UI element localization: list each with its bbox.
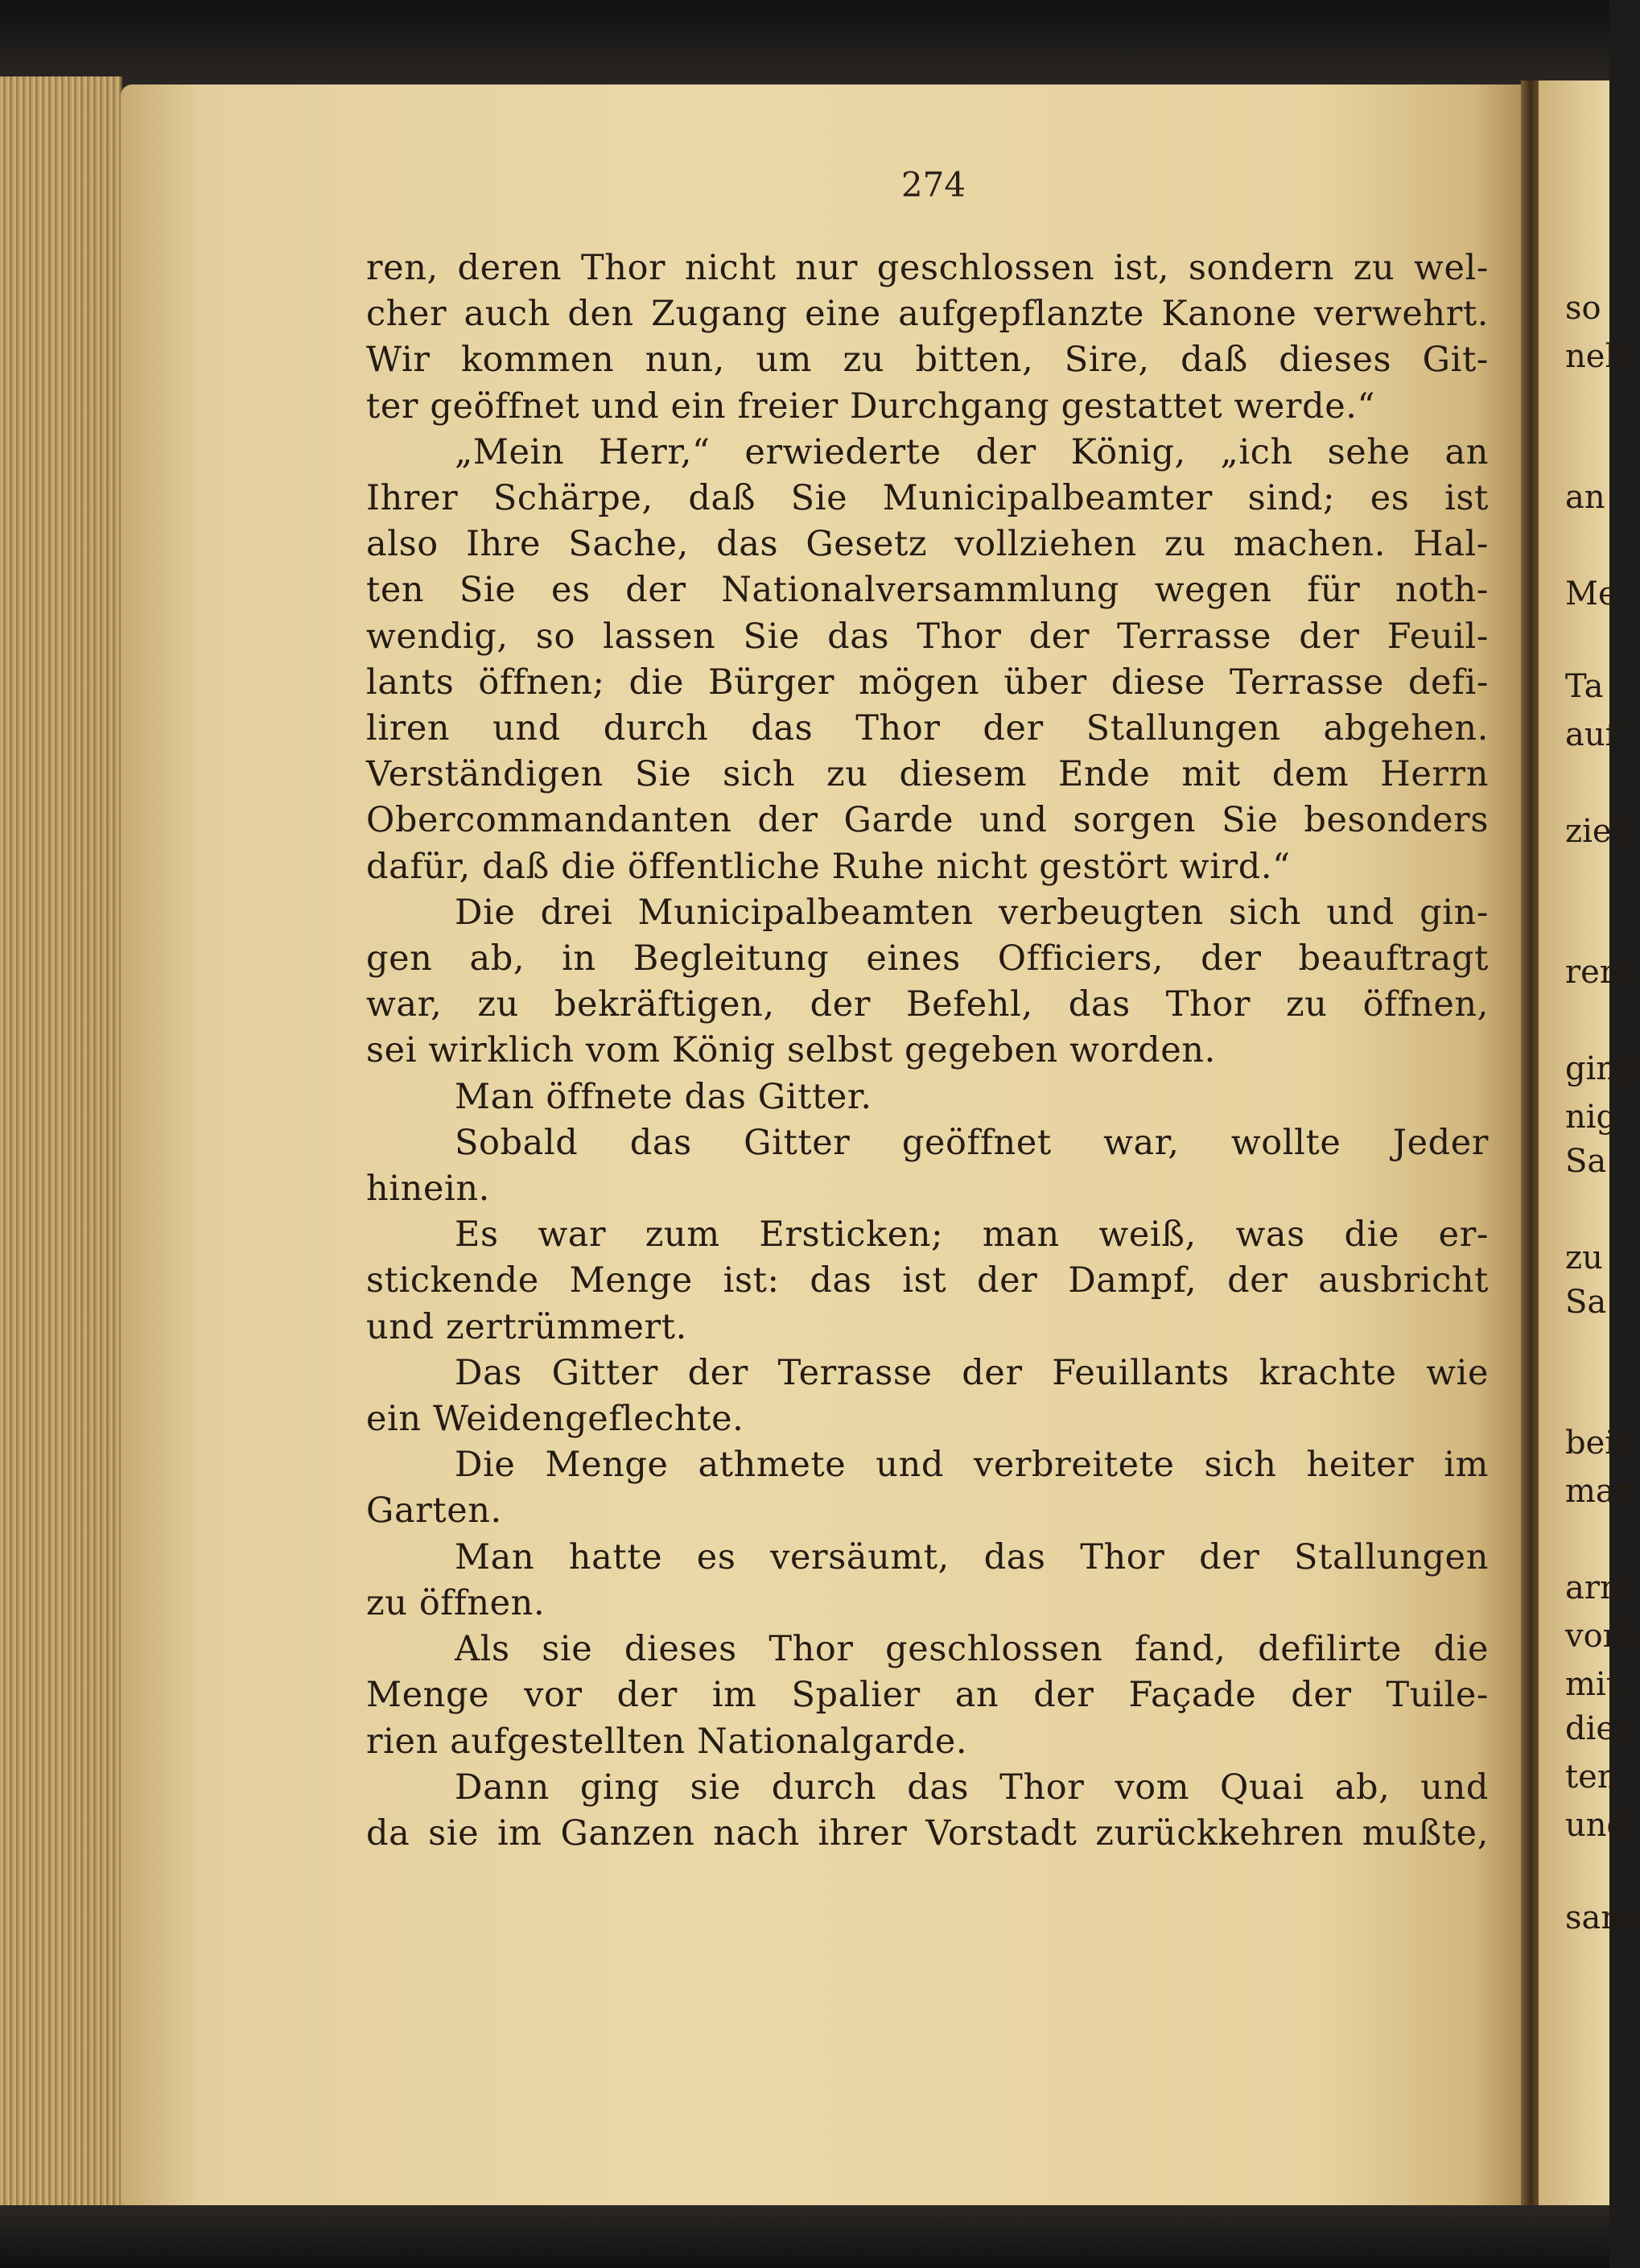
text-line: also Ihre Sache, das Gesetz vollziehen zu machen. Hal- — [366, 524, 1489, 565]
next-page-fragment: rern — [1565, 954, 1636, 991]
next-page-fragment: zu — [1565, 1239, 1603, 1276]
text-line: Das Gitter der Terrasse der Feuillants krachte wie — [455, 1352, 1489, 1393]
page-number: 274 — [900, 165, 966, 204]
next-page-fragment: beit — [1565, 1425, 1629, 1462]
text-line: lants öffnen; die Bürger mögen über diese Terrasse defi- — [366, 662, 1489, 703]
text-line: „Mein Herr,“ erwiederte der König, „ich sehe an — [455, 431, 1489, 472]
text-line: war, zu bekräftigen, der Befehl, das Thor zu öffnen, — [366, 984, 1489, 1025]
next-page-fragment: auf — [1565, 716, 1617, 753]
next-page-fragment: nig — [1565, 1099, 1617, 1136]
next-page-fragment: Ta — [1565, 668, 1604, 705]
next-page-fragment: neh — [1565, 338, 1626, 375]
book-gutter — [1521, 80, 1540, 2213]
next-page-fragment: Sa — [1565, 1284, 1607, 1321]
next-page-fragment: ging — [1565, 1050, 1638, 1087]
scanner-background-top — [0, 0, 1609, 89]
text-line: liren und durch das Thor der Stallungen abgehen. — [366, 708, 1489, 749]
next-page-fragment: vorb — [1565, 1618, 1639, 1655]
text-line: dafür, daß die öffentliche Ruhe nicht gestört wird.“ — [366, 846, 1291, 887]
text-line: ten Sie es der Nationalversammlung wegen für noth- — [366, 570, 1489, 611]
next-page-fragment: an — [1565, 479, 1605, 516]
page-text — [366, 245, 1489, 1857]
next-page-fragment: so — [1565, 290, 1601, 327]
next-page-fragment: arm — [1565, 1569, 1630, 1606]
text-line: Die drei Municipalbeamten verbeugten sich und gin- — [455, 892, 1489, 933]
text-line: Ihrer Schärpe, daß Sie Municipalbeamter sind; es ist — [366, 478, 1489, 519]
text-line: hinein. — [366, 1169, 490, 1210]
text-line: gen ab, in Begleitung eines Officiers, der beauftragt — [366, 938, 1489, 979]
text-line: zu öffnen. — [366, 1582, 546, 1623]
text-line: Es war zum Ersticken; man weiß, was die er- — [455, 1214, 1489, 1256]
text-line: Als sie dieses Thor geschlossen fand, defilirte die — [455, 1629, 1489, 1670]
text-line: Man öffnete das Gitter. — [455, 1076, 872, 1117]
text-line: wendig, so lassen Sie das Thor der Terrasse der Feuil- — [366, 616, 1489, 657]
text-line: stickende Menge ist: das ist der Dampf, der ausbricht — [366, 1260, 1489, 1301]
text-line: cher auch den Zugang eine aufgepflanzte Kanone verwehrt. — [366, 294, 1489, 335]
next-page-fragment: mit — [1565, 1666, 1619, 1703]
text-line: Verständigen Sie sich zu diesem Ende mit dem Herrn — [366, 754, 1489, 795]
page-edges — [0, 76, 122, 2217]
text-line: ren, deren Thor nicht nur geschlossen ist, sondern zu wel- — [366, 248, 1489, 288]
text-line: rien aufgestellten Nationalgarde. — [366, 1721, 968, 1762]
next-page-fragment: ten — [1565, 1759, 1618, 1796]
next-page-fragment: Me — [1565, 575, 1617, 612]
text-line: Sobald das Gitter geöffnet war, wollte Jeder — [455, 1122, 1489, 1163]
scanner-background-bottom — [0, 2205, 1609, 2268]
text-line: Menge vor der im Spalier an der Façade der Tuile- — [366, 1675, 1489, 1716]
text-line: da sie im Ganzen nach ihrer Vorstadt zurückkehren mußte, — [366, 1812, 1489, 1854]
next-page-fragment: und — [1565, 1807, 1628, 1844]
text-line: Dann ging sie durch das Thor vom Quai ab, und — [455, 1767, 1489, 1808]
text-line: ein Weidengeflechte. — [366, 1399, 744, 1440]
next-page-fragment: Sa — [1565, 1143, 1607, 1180]
text-line: und zertrümmert. — [366, 1306, 687, 1347]
text-line: Wir kommen nun, um zu bitten, Sire, daß dieses Git- — [366, 340, 1489, 381]
text-line: ter geöffnet und ein freier Durchgang gestattet werde.“ — [366, 386, 1376, 427]
next-page-fragment: dies — [1565, 1710, 1632, 1747]
next-page-fragment: zieh — [1565, 813, 1633, 850]
text-line: Die Menge athmete und verbreitete sich heiter im — [455, 1445, 1489, 1486]
next-page-fragment: man — [1565, 1473, 1636, 1510]
next-page-fragment: sanc — [1565, 1899, 1640, 1936]
text-line: Garten. — [366, 1491, 502, 1532]
text-line: Man hatte es versäumt, das Thor der Stallungen — [455, 1536, 1489, 1577]
text-line: Obercommandanten der Garde und sorgen Sie besonders — [366, 800, 1489, 841]
text-line: sei wirklich vom König selbst gegeben worden. — [366, 1030, 1216, 1071]
